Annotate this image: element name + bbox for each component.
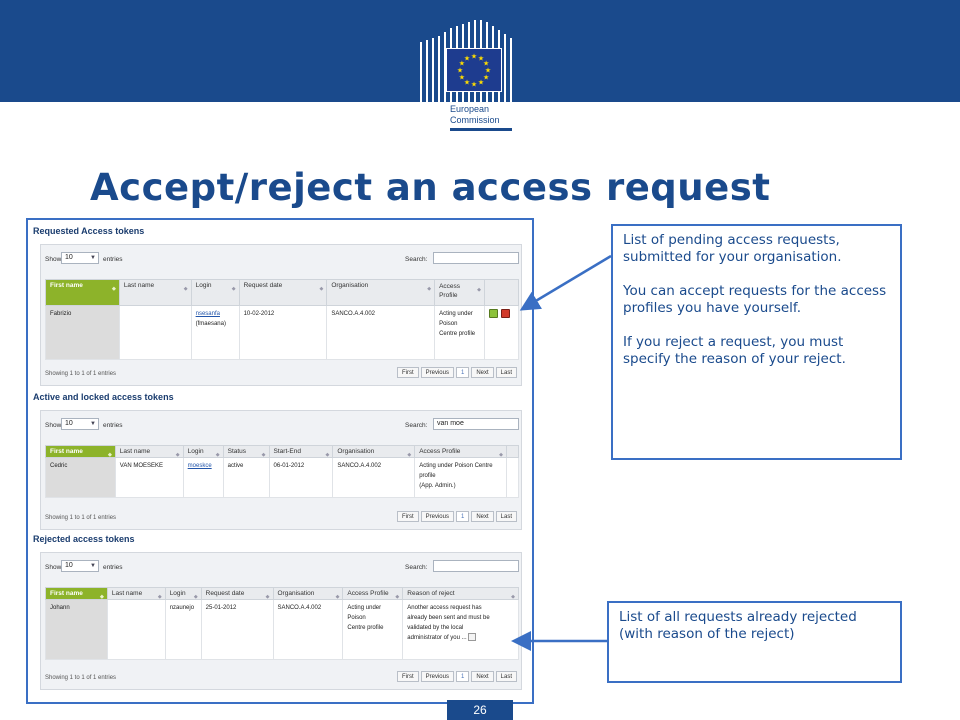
profile-line: Acting under — [439, 311, 473, 317]
column-header-label: Last name — [123, 282, 155, 289]
sort-icon: ◆ — [99, 594, 104, 600]
organisation-cell: SANCO.A.4.002 — [333, 458, 415, 498]
callout-text: If you reject a request, you must specify the reason of your reject. — [623, 334, 846, 367]
pager-previous-button[interactable]: Previous — [421, 671, 454, 682]
search-input[interactable]: van moe — [433, 418, 519, 430]
profile-line: profile — [419, 473, 436, 479]
sort-icon: ◆ — [319, 286, 324, 292]
entries-select-value: 10 — [65, 420, 73, 427]
sort-icon: ◆ — [215, 452, 220, 458]
chevron-down-icon: ▼ — [90, 255, 96, 261]
star-icon: ★ — [484, 66, 492, 75]
pager-page-button[interactable]: 1 — [456, 511, 469, 522]
pager-last-button[interactable]: Last — [496, 511, 517, 522]
login-sub: (fmaesana) — [195, 321, 226, 327]
column-header-label: Login — [169, 590, 186, 597]
reason-line: administrator of you ... — [407, 635, 467, 641]
column-header-label: Start-End — [273, 448, 301, 455]
callout-text: List of all requests already rejected (with reason of the reject) — [619, 609, 857, 642]
show-label: Show — [45, 564, 62, 571]
logo-line-2: Commission — [450, 115, 500, 125]
sort-icon: ◆ — [477, 287, 481, 293]
show-label: Show — [45, 256, 62, 263]
request-date-cell: 10-02-2012 — [239, 306, 327, 360]
pager-next-button[interactable]: Next — [471, 671, 493, 682]
pager-next-button[interactable]: Next — [471, 511, 493, 522]
reason-line: validated by the local — [407, 625, 464, 631]
callout-text: You can accept requests for the access profiles you have yourself. — [623, 283, 887, 316]
column-header-label: Access Profile — [347, 590, 389, 597]
column-header-label: Access Profile — [439, 283, 461, 299]
login-link[interactable]: nsesanfa — [195, 311, 220, 317]
pager-page-button[interactable]: 1 — [456, 671, 469, 682]
profile-line: Acting under — [347, 605, 382, 611]
pager-first-button[interactable]: First — [397, 671, 419, 682]
sort-icon: ◆ — [265, 594, 270, 600]
sort-icon: ◆ — [183, 286, 188, 292]
first-name-cell: Fabrizio — [46, 306, 120, 360]
sort-icon: ◆ — [395, 594, 400, 600]
login-cell: nzaunejo — [165, 600, 201, 660]
rejected-section-title: Rejected access tokens — [33, 534, 135, 544]
sort-icon: ◆ — [175, 452, 180, 458]
sort-icon: ◆ — [231, 286, 236, 292]
star-icon: ★ — [458, 59, 466, 68]
sort-icon: ◆ — [427, 286, 432, 292]
column-header-label: First name — [50, 590, 83, 597]
star-icon: ★ — [477, 78, 485, 87]
column-header-label: Reason of reject — [407, 590, 455, 597]
show-label: Show — [45, 422, 62, 429]
sort-icon: ◆ — [157, 594, 162, 600]
reason-line: Another access request has — [407, 605, 482, 611]
first-name-cell: Johann — [46, 600, 108, 660]
pager-first-button[interactable]: First — [397, 511, 419, 522]
login-link[interactable]: moeskce — [187, 463, 212, 469]
showing-text: Showing 1 to 1 of 1 entries — [45, 515, 117, 521]
pager-first-button[interactable]: First — [397, 367, 419, 378]
sort-icon: ◆ — [407, 452, 412, 458]
star-icon: ★ — [463, 78, 471, 87]
search-label: Search: — [405, 564, 428, 571]
organisation-cell: SANCO.A.4.002 — [273, 600, 343, 660]
profile-line: Acting under Poison Centre — [419, 463, 493, 469]
sort-icon: ◆ — [193, 594, 198, 600]
start-end-cell: 06-01-2012 — [269, 458, 333, 498]
sort-icon: ◆ — [511, 594, 515, 600]
column-header-label: Last name — [119, 448, 151, 455]
last-name-cell: VAN MOESEKE — [115, 458, 183, 498]
star-icon: ★ — [470, 80, 478, 89]
column-header-label: Last name — [111, 590, 143, 597]
column-header-label: Request date — [205, 590, 245, 597]
chevron-down-icon: ▼ — [90, 421, 96, 427]
profile-line: (App. Admin.) — [419, 483, 456, 489]
arrow-to-requested — [524, 256, 611, 308]
request-date-cell: 25-01-2012 — [201, 600, 273, 660]
column-header-label: Access Profile — [419, 448, 461, 455]
sort-icon: ◆ — [325, 452, 330, 458]
sort-icon: ◆ — [111, 286, 116, 292]
slide-title: Accept/reject an access request — [90, 166, 771, 209]
star-icon: ★ — [456, 66, 464, 75]
showing-text: Showing 1 to 1 of 1 entries — [45, 675, 117, 681]
status-cell: active — [223, 458, 269, 498]
pager-next-button[interactable]: Next — [471, 367, 493, 378]
star-icon: ★ — [458, 73, 466, 82]
column-header-label: Organisation — [277, 590, 315, 597]
entries-label: entries — [103, 422, 123, 429]
sort-icon: ◆ — [335, 594, 340, 600]
column-header-label: Login — [187, 448, 204, 455]
search-label: Search: — [405, 256, 428, 263]
search-label: Search: — [405, 422, 428, 429]
entries-label: entries — [103, 564, 123, 571]
requested-section-title: Requested Access tokens — [33, 226, 145, 236]
sort-icon: ◆ — [499, 452, 503, 458]
star-icon: ★ — [470, 52, 478, 61]
profile-line: Poison — [347, 615, 366, 621]
star-icon: ★ — [463, 54, 471, 63]
organisation-cell: SANCO.A.4.002 — [327, 306, 435, 360]
logo-line-1: European — [450, 104, 490, 114]
profile-line: Poison — [439, 321, 458, 327]
column-header-label: Request date — [243, 282, 283, 289]
profile-line: Centre profile — [439, 331, 476, 337]
chevron-down-icon: ▼ — [90, 563, 96, 569]
callout-text: List of pending access requests, submitted for your organisation. — [623, 232, 842, 265]
star-icon: ★ — [477, 54, 485, 63]
entries-label: entries — [103, 256, 123, 263]
star-icon: ★ — [482, 59, 490, 68]
column-header-label: Organisation — [337, 448, 375, 455]
star-icon: ★ — [482, 73, 490, 82]
column-header-label: Organisation — [331, 282, 369, 289]
pager-previous-button[interactable]: Previous — [421, 511, 454, 522]
column-header-label: Status — [227, 448, 247, 455]
column-header-label: Login — [195, 282, 212, 289]
reason-line: already been sent and must be — [407, 615, 490, 621]
first-name-cell: Cedric — [46, 458, 116, 498]
pager-page-button[interactable]: 1 — [456, 367, 469, 378]
column-header-label: First name — [50, 448, 83, 455]
showing-text: Showing 1 to 1 of 1 entries — [45, 371, 117, 377]
pager-last-button[interactable]: Last — [496, 671, 517, 682]
profile-line: Centre profile — [347, 625, 384, 631]
pager-last-button[interactable]: Last — [496, 367, 517, 378]
active-section-title: Active and locked access tokens — [33, 392, 174, 402]
column-header-label: First name — [50, 282, 83, 289]
entries-select-value: 10 — [65, 254, 73, 261]
page-number: 26 — [447, 700, 513, 720]
sort-icon: ◆ — [107, 452, 112, 458]
entries-select-value: 10 — [65, 562, 73, 569]
sort-icon: ◆ — [261, 452, 266, 458]
pager-previous-button[interactable]: Previous — [421, 367, 454, 378]
